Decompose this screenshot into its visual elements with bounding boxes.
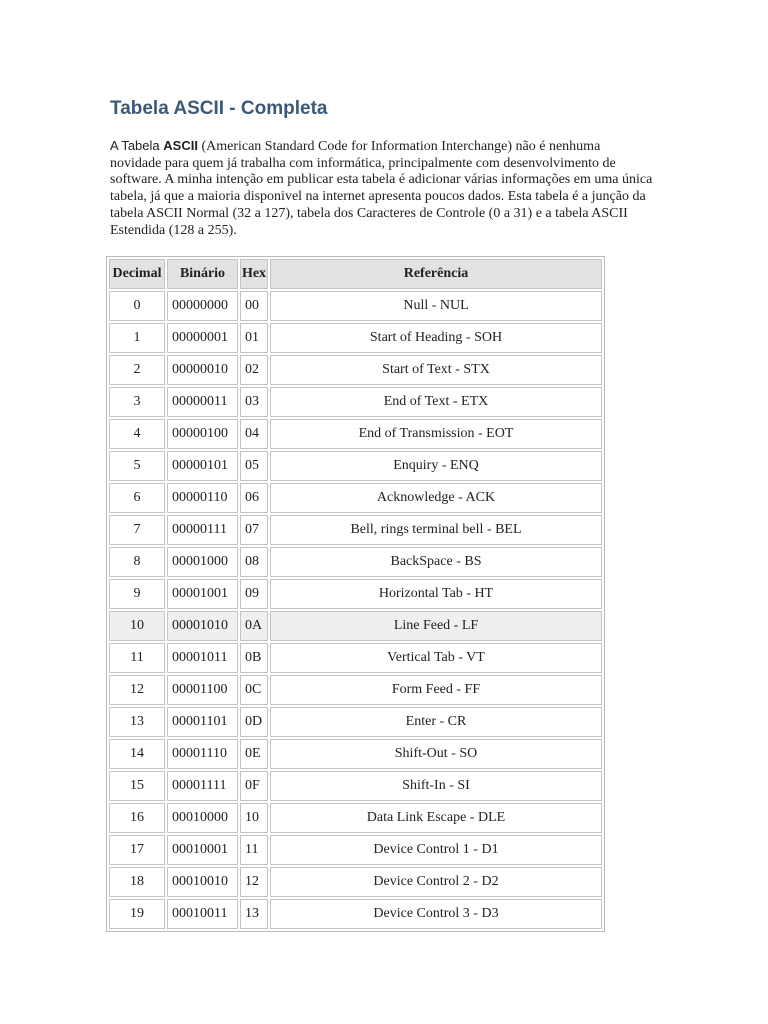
cell-hex: 07 [240, 515, 268, 545]
table-header-row [109, 259, 602, 289]
cell-reference: Device Control 2 - D2 [270, 867, 602, 897]
cell-decimal: 17 [109, 835, 165, 865]
cell-reference: Bell, rings terminal bell - BEL [270, 515, 602, 545]
cell-decimal: 9 [109, 579, 165, 609]
cell-reference: Enquiry - ENQ [270, 451, 602, 481]
cell-binary: 00001111 [167, 771, 238, 801]
cell-decimal: 19 [109, 899, 165, 929]
table-row [109, 387, 602, 417]
cell-hex: 09 [240, 579, 268, 609]
cell-reference: End of Transmission - EOT [270, 419, 602, 449]
cell-reference: Shift-Out - SO [270, 739, 602, 769]
cell-reference: Start of Heading - SOH [270, 323, 602, 353]
cell-reference: Data Link Escape - DLE [270, 803, 602, 833]
cell-binary: 00010011 [167, 899, 238, 929]
cell-reference: Device Control 1 - D1 [270, 835, 602, 865]
table-row [109, 483, 602, 513]
cell-hex: 11 [240, 835, 268, 865]
table-row [109, 739, 602, 769]
cell-hex: 12 [240, 867, 268, 897]
cell-hex: 0E [240, 739, 268, 769]
intro-ascii-term: ASCII [163, 138, 198, 153]
cell-decimal: 3 [109, 387, 165, 417]
cell-hex: 00 [240, 291, 268, 321]
cell-decimal: 11 [109, 643, 165, 673]
cell-hex: 06 [240, 483, 268, 513]
cell-decimal: 13 [109, 707, 165, 737]
intro-body: (American Standard Code for Information Interchange) não é nenhuma novidade para quem já trabalha com informática, principalmente com desenvolvimento de software. A minha intenção em publicar esta tabela é adicionar várias informações em uma única tabela, já que a maioria disponivel na internet apresenta poucos dados. Esta tabela é a junção da tabela ASCII Normal (32 a 127), tabela dos Caracteres de Controle (0 a 31) e a tabela ASCII Estendida (128 a 255). [110, 139, 653, 238]
cell-decimal: 6 [109, 483, 165, 513]
cell-binary: 00000110 [167, 483, 238, 513]
page-title: Tabela ASCII - Completa [110, 98, 328, 119]
table-body [109, 291, 602, 929]
cell-decimal: 16 [109, 803, 165, 833]
cell-binary: 00001101 [167, 707, 238, 737]
ascii-table [106, 256, 605, 932]
table-row [109, 355, 602, 385]
cell-decimal: 4 [109, 419, 165, 449]
table-row [109, 419, 602, 449]
cell-binary: 00000010 [167, 355, 238, 385]
cell-hex: 05 [240, 451, 268, 481]
cell-hex: 0C [240, 675, 268, 705]
cell-decimal: 12 [109, 675, 165, 705]
cell-decimal: 14 [109, 739, 165, 769]
cell-hex: 03 [240, 387, 268, 417]
cell-decimal: 8 [109, 547, 165, 577]
cell-decimal: 2 [109, 355, 165, 385]
intro-paragraph [110, 138, 655, 239]
table-row [109, 611, 602, 641]
cell-binary: 00010010 [167, 867, 238, 897]
table-row [109, 899, 602, 929]
cell-decimal: 10 [109, 611, 165, 641]
cell-decimal: 1 [109, 323, 165, 353]
cell-reference: Null - NUL [270, 291, 602, 321]
cell-reference: Horizontal Tab - HT [270, 579, 602, 609]
cell-hex: 02 [240, 355, 268, 385]
cell-reference: Shift-In - SI [270, 771, 602, 801]
cell-reference: End of Text - ETX [270, 387, 602, 417]
table-row [109, 675, 602, 705]
table-row [109, 803, 602, 833]
table-row [109, 771, 602, 801]
cell-reference: Start of Text - STX [270, 355, 602, 385]
cell-hex: 0F [240, 771, 268, 801]
cell-hex: 13 [240, 899, 268, 929]
cell-decimal: 5 [109, 451, 165, 481]
header-reference: Referência [270, 259, 602, 289]
table-row [109, 579, 602, 609]
cell-binary: 00001010 [167, 611, 238, 641]
table-row [109, 643, 602, 673]
cell-decimal: 18 [109, 867, 165, 897]
cell-hex: 0D [240, 707, 268, 737]
cell-hex: 10 [240, 803, 268, 833]
cell-binary: 00001000 [167, 547, 238, 577]
cell-binary: 00000011 [167, 387, 238, 417]
table-row [109, 867, 602, 897]
table-row [109, 835, 602, 865]
cell-reference: Device Control 3 - D3 [270, 899, 602, 929]
cell-binary: 00001001 [167, 579, 238, 609]
cell-reference: Line Feed - LF [270, 611, 602, 641]
cell-reference: Form Feed - FF [270, 675, 602, 705]
header-decimal: Decimal [109, 259, 165, 289]
cell-binary: 00001011 [167, 643, 238, 673]
cell-binary: 00000001 [167, 323, 238, 353]
cell-decimal: 15 [109, 771, 165, 801]
cell-hex: 0A [240, 611, 268, 641]
cell-reference: BackSpace - BS [270, 547, 602, 577]
cell-hex: 01 [240, 323, 268, 353]
cell-reference: Acknowledge - ACK [270, 483, 602, 513]
cell-binary: 00000000 [167, 291, 238, 321]
table-row [109, 451, 602, 481]
cell-reference: Enter - CR [270, 707, 602, 737]
table-row [109, 547, 602, 577]
table-row [109, 515, 602, 545]
cell-binary: 00010000 [167, 803, 238, 833]
cell-binary: 00010001 [167, 835, 238, 865]
cell-hex: 04 [240, 419, 268, 449]
cell-hex: 0B [240, 643, 268, 673]
table-row [109, 291, 602, 321]
intro-lead: A Tabela [110, 138, 164, 153]
cell-binary: 00001110 [167, 739, 238, 769]
cell-binary: 00000111 [167, 515, 238, 545]
cell-decimal: 0 [109, 291, 165, 321]
header-binary: Binário [167, 259, 238, 289]
cell-decimal: 7 [109, 515, 165, 545]
table-row [109, 323, 602, 353]
cell-binary: 00001100 [167, 675, 238, 705]
cell-hex: 08 [240, 547, 268, 577]
cell-reference: Vertical Tab - VT [270, 643, 602, 673]
header-hex: Hex [240, 259, 268, 289]
cell-binary: 00000100 [167, 419, 238, 449]
cell-binary: 00000101 [167, 451, 238, 481]
table-row [109, 707, 602, 737]
